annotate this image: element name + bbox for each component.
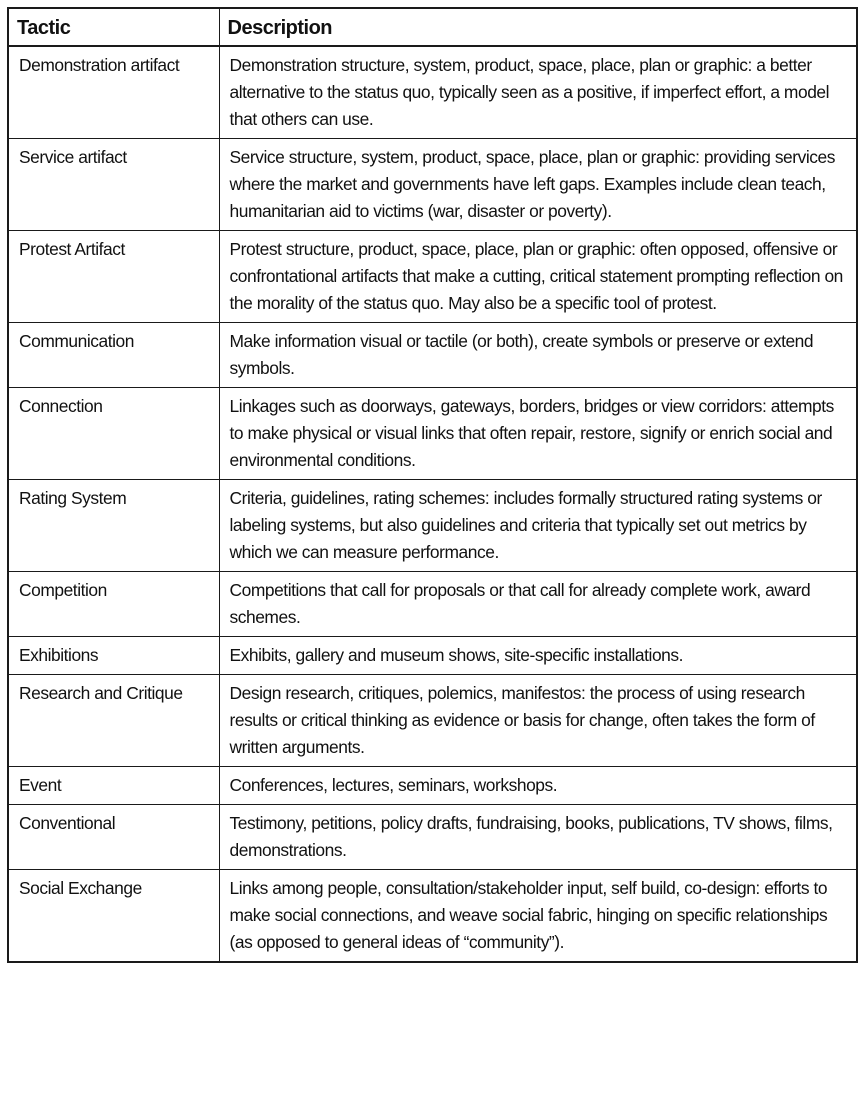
tactic-cell: Protest Artifact <box>8 231 219 323</box>
table-row <box>8 231 857 323</box>
description-cell: Linkages such as doorways, gateways, borders, bridges or view corridors: attempts to make physical or visual links that often repair, restore, signify or enrich social and environmental conditions. <box>219 388 857 480</box>
description-cell: Criteria, guidelines, rating schemes: includes formally structured rating systems or labeling systems, but also guidelines and criteria that typically set out metrics by which we can measure performance. <box>219 480 857 572</box>
tactic-cell: Connection <box>8 388 219 480</box>
table-row <box>8 46 857 139</box>
tactic-cell: Service artifact <box>8 139 219 231</box>
description-cell: Exhibits, gallery and museum shows, site-specific installations. <box>219 637 857 675</box>
table-row <box>8 637 857 675</box>
description-cell: Links among people, consultation/stakeholder input, self build, co-design: efforts to make social connections, and weave social fabric, hinging on specific relationships (as opposed to general ideas of “community”). <box>219 870 857 963</box>
table-row <box>8 572 857 637</box>
tactic-cell: Rating System <box>8 480 219 572</box>
tactic-cell: Communication <box>8 323 219 388</box>
table-row <box>8 805 857 870</box>
table-row <box>8 870 857 963</box>
description-cell: Design research, critiques, polemics, manifestos: the process of using research results or critical thinking as evidence or basis for change, often takes the form of written arguments. <box>219 675 857 767</box>
tactic-cell: Demonstration artifact <box>8 46 219 139</box>
header-tactic: Tactic <box>8 8 219 46</box>
tactic-cell: Social Exchange <box>8 870 219 963</box>
tactic-cell: Research and Critique <box>8 675 219 767</box>
description-cell: Make information visual or tactile (or both), create symbols or preserve or extend symbols. <box>219 323 857 388</box>
header-description: Description <box>219 8 857 46</box>
description-cell: Conferences, lectures, seminars, workshops. <box>219 767 857 805</box>
description-cell: Demonstration structure, system, product, space, place, plan or graphic: a better alternative to the status quo, typically seen as a positive, if imperfect effort, a model that others can use. <box>219 46 857 139</box>
table-row <box>8 139 857 231</box>
tactics-table <box>7 7 858 963</box>
tactic-cell: Competition <box>8 572 219 637</box>
description-cell: Protest structure, product, space, place, plan or graphic: often opposed, offensive or confrontational artifacts that make a cutting, critical statement prompting reflection on the morality of the status quo. May also be a specific tool of protest. <box>219 231 857 323</box>
table-row <box>8 675 857 767</box>
tactic-cell: Conventional <box>8 805 219 870</box>
header-row <box>8 8 857 46</box>
tactic-cell: Event <box>8 767 219 805</box>
description-cell: Service structure, system, product, space, place, plan or graphic: providing services where the market and governments have left gaps. Examples include clean teach, humanitarian aid to victims (war, disaster or poverty). <box>219 139 857 231</box>
description-cell: Testimony, petitions, policy drafts, fundraising, books, publications, TV shows, films, demonstrations. <box>219 805 857 870</box>
description-cell: Competitions that call for proposals or that call for already complete work, award schemes. <box>219 572 857 637</box>
table-row <box>8 767 857 805</box>
table-row <box>8 388 857 480</box>
table-row <box>8 323 857 388</box>
tactic-cell: Exhibitions <box>8 637 219 675</box>
table-row <box>8 480 857 572</box>
